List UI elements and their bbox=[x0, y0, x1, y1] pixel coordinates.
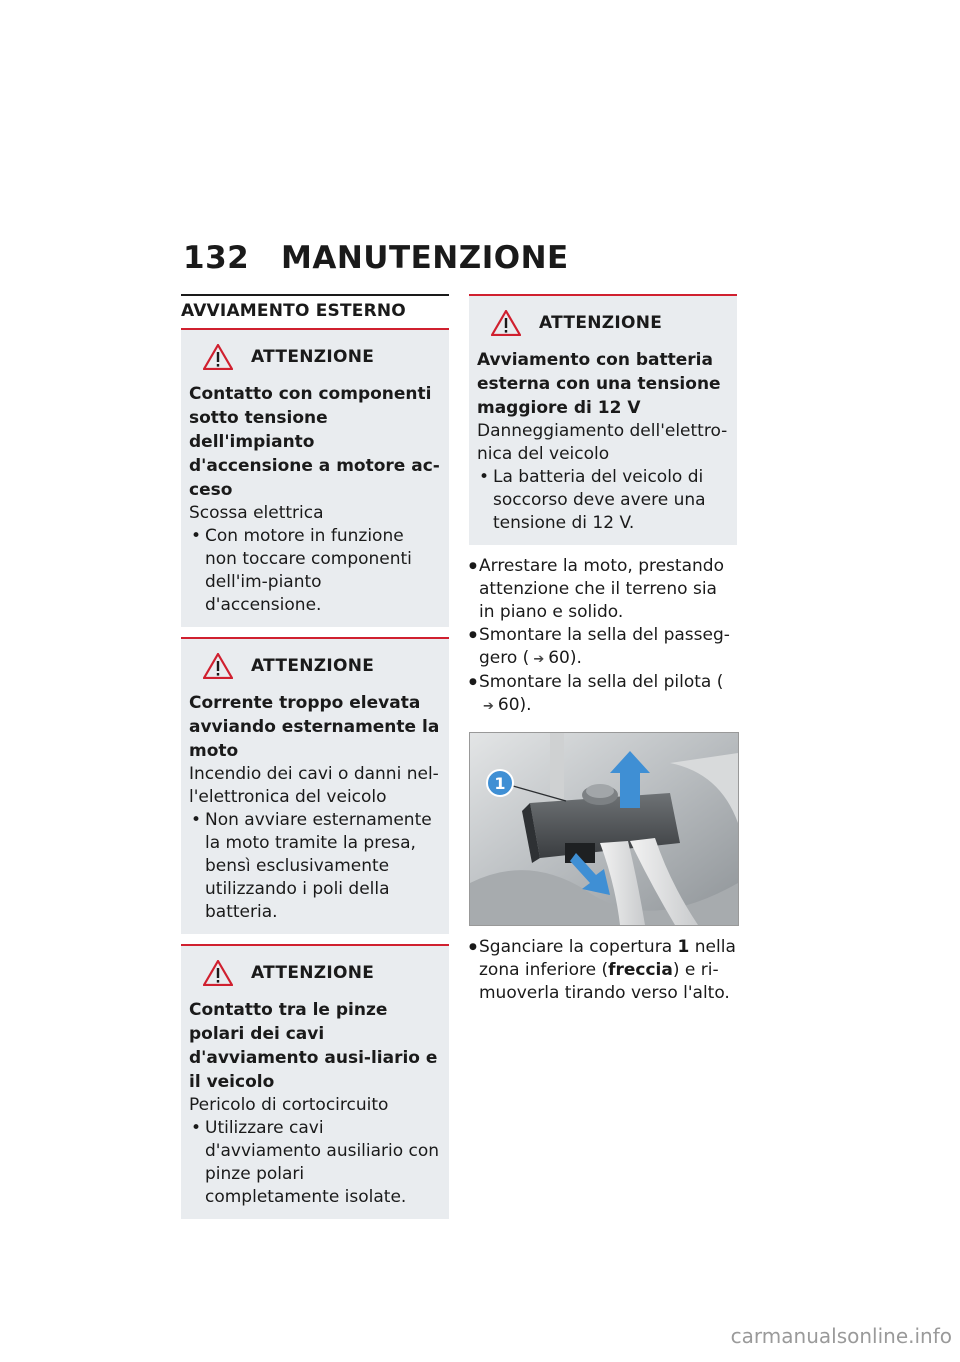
step-text: Arrestare la moto, prestando attenzione che il terreno sia in piano e solido. bbox=[479, 556, 724, 622]
left-column bbox=[181, 294, 449, 1229]
warning-box bbox=[181, 944, 449, 1219]
page-ref-arrow-icon: ➔ bbox=[483, 699, 494, 714]
warning-bullet: • La batteria del veicolo di soccorso deve avere una tensione di 12 V. bbox=[477, 466, 729, 535]
warning-title: Contatto tra le pinze polari dei cavi d'avviamento ausi-liario e il veicolo bbox=[189, 1000, 438, 1092]
warning-triangle-icon bbox=[203, 653, 233, 679]
section-title: AVVIAMENTO ESTERNO bbox=[181, 294, 449, 328]
page-ref[interactable]: 60 bbox=[548, 648, 570, 668]
warning-text: Incendio dei cavi o danni nel-l'elettronica del veicolo bbox=[189, 764, 439, 807]
battery-cover-photo bbox=[469, 732, 739, 926]
warning-label: ATTENZIONE bbox=[251, 346, 375, 367]
chapter-title: MANUTENZIONE bbox=[281, 240, 569, 276]
page-ref[interactable]: 60 bbox=[497, 695, 520, 715]
warning-title: Corrente troppo elevata avviando esternamente la moto bbox=[189, 693, 440, 761]
step-text: Sganciare la copertura bbox=[479, 937, 678, 957]
page-number: 132 bbox=[183, 240, 250, 276]
warning-bullet: • Utilizzare cavi d'avviamento ausiliario con pinze polari completamente isolate. bbox=[189, 1117, 441, 1209]
warning-box bbox=[181, 637, 449, 934]
warning-box bbox=[469, 294, 737, 545]
warning-triangle-icon bbox=[203, 960, 233, 986]
warning-text: Scossa elettrica bbox=[189, 503, 324, 523]
step-text: ) e ri-muoverla tirando verso l'alto. bbox=[479, 960, 730, 1003]
warning-label: ATTENZIONE bbox=[251, 655, 375, 676]
callout-ref: 1 bbox=[677, 937, 690, 957]
photo-callout: 1 bbox=[494, 774, 506, 793]
step-text: Smontare la sella del pilota ( bbox=[479, 672, 724, 692]
warning-bullet: • Con motore in funzione non toccare componenti dell'im-pianto d'accensione. bbox=[189, 525, 441, 617]
watermark: carmanualsonline.info bbox=[730, 1324, 952, 1348]
warning-box bbox=[181, 328, 449, 627]
step-text: nella zona inferiore ( bbox=[479, 937, 736, 980]
step-item bbox=[469, 555, 737, 624]
warning-triangle-icon bbox=[203, 344, 233, 370]
warning-triangle-icon bbox=[491, 310, 521, 336]
page-ref-arrow-icon: ➔ bbox=[533, 652, 545, 667]
warning-label: ATTENZIONE bbox=[251, 962, 375, 983]
warning-title: Contatto con componenti sotto tensione dell'impianto d'accensione a motore ac-ceso bbox=[189, 384, 440, 500]
warning-title: Avviamento con batteria esterna con una tensione maggiore di 12 V bbox=[477, 350, 721, 418]
step-item bbox=[469, 671, 737, 718]
warning-label: ATTENZIONE bbox=[539, 312, 663, 333]
arrow-ref: freccia bbox=[608, 960, 673, 980]
step-item bbox=[469, 936, 737, 1005]
step-text: ). bbox=[569, 648, 582, 668]
warning-bullet: • Non avviare esternamente la moto tramite la presa, bensì esclusivamente utilizzando i poli della batteria. bbox=[189, 809, 441, 924]
right-column bbox=[469, 294, 737, 1005]
warning-text: Pericolo di cortocircuito bbox=[189, 1095, 389, 1115]
warning-text: Danneggiamento dell'elettro-nica del veicolo bbox=[477, 421, 728, 464]
step-text: Smontare la sella del passeg-gero ( bbox=[479, 625, 730, 668]
page-header bbox=[183, 240, 569, 276]
battery-cover-illustration bbox=[470, 733, 738, 925]
step-text: ). bbox=[519, 695, 532, 715]
step-item bbox=[469, 624, 737, 671]
